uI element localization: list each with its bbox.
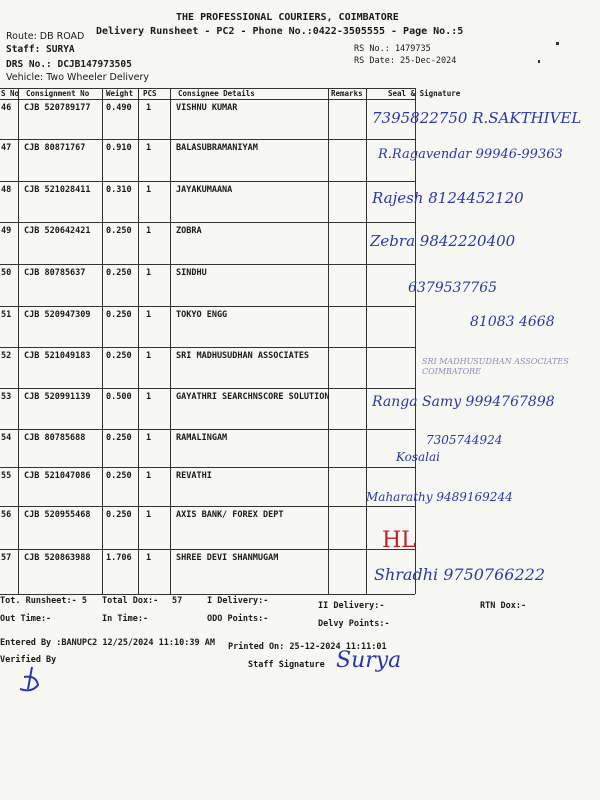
row-pcs: 1 <box>146 310 152 320</box>
row-consignment-no: CJB 80785688 <box>24 433 86 443</box>
row-seal-signature: Rajesh 8124452120 <box>372 189 524 207</box>
row-weight: 0.500 <box>106 392 132 402</box>
company-name: THE PROFESSIONAL COURIERS, COIMBATORE <box>176 12 399 23</box>
row-consignment-no: CJB 520991139 <box>24 392 91 402</box>
row-sno: 49 <box>1 226 12 236</box>
entered-by: Entered By :BANUPC2 12/25/2024 11:10:39 AM <box>0 638 215 648</box>
row-weight: 0.250 <box>106 510 132 520</box>
verified-by-label: Verified By <box>0 655 57 665</box>
staff-label: Staff: SURYA <box>6 44 75 55</box>
row-divider <box>0 306 415 307</box>
row-divider <box>0 222 415 223</box>
ii-delivery-label: II Delivery:- <box>318 601 385 611</box>
row-consignment-no: CJB 521049183 <box>24 351 91 361</box>
row-consignment-no: CJB 520955468 <box>24 510 91 520</box>
row-pcs: 1 <box>146 268 152 278</box>
col-header-seal: Seal & Signature <box>388 89 461 98</box>
row-consignee: RAMALINGAM <box>176 433 228 443</box>
row-divider <box>0 264 415 265</box>
row-sno: 47 <box>1 143 12 153</box>
row-sno: 55 <box>1 471 12 481</box>
rs-date: RS Date: 25-Dec-2024 <box>354 56 457 66</box>
col-header-consignment: Consignment No <box>26 89 90 98</box>
row-divider <box>0 467 415 468</box>
row-sno: 54 <box>1 433 12 443</box>
row-consignee: BALASUBRAMANIYAM <box>176 143 258 153</box>
row-seal-signature: 7305744924 <box>426 433 503 447</box>
row-consignee: SHREE DEVI SHANMUGAM <box>176 553 279 563</box>
row-consignee: REVATHI <box>176 471 212 481</box>
i-delivery-label: I Delivery:- <box>207 596 269 606</box>
row-divider <box>0 139 415 140</box>
row-weight: 0.910 <box>106 143 132 153</box>
row-sno: 52 <box>1 351 12 361</box>
row-consignee: TOKYO ENGG <box>176 310 228 320</box>
rtn-dox-label: RTN Dox:- <box>480 601 527 611</box>
row-sno: 53 <box>1 392 12 402</box>
row-weight: 0.250 <box>106 226 132 236</box>
row-consignment-no: CJB 520947309 <box>24 310 91 320</box>
row-sno: 51 <box>1 310 12 320</box>
row-consignment-no: CJB 520789177 <box>24 103 91 113</box>
row-consignment-no: CJB 520863988 <box>24 553 91 563</box>
row-pcs: 1 <box>146 471 152 481</box>
col-header-sno: S No <box>1 89 20 98</box>
row-consignment-no: CJB 521028411 <box>24 185 91 195</box>
row-consignment-no: CJB 80785637 <box>24 268 86 278</box>
drs-number: DRS No.: DCJB147973505 <box>6 59 132 70</box>
row-seal-signature: SRI MADHUSUDHAN ASSOCIATES COIMBATORE <box>422 357 569 376</box>
row-pcs: 1 <box>146 226 152 236</box>
out-time-label: Out Time:- <box>0 614 52 624</box>
row-consignment-no: CJB 80871767 <box>24 143 86 153</box>
row-sno: 46 <box>1 103 12 113</box>
dot-mark <box>556 42 559 45</box>
staff-signature-label: Staff Signature <box>248 660 325 670</box>
row-seal-signature: R.Ragavendar 99946-99363 <box>378 147 563 162</box>
runsheet-title: Delivery Runsheet - PC2 - Phone No.:0422-3505555 - Page No.:5 <box>96 26 464 37</box>
row-seal-signature: Zebra 9842220400 <box>370 232 516 250</box>
row-seal-signature: 6379537765 <box>408 280 498 296</box>
row-consignee: GAYATHRI SEARCHNSCORE SOLUTION <box>176 392 330 402</box>
row-consignee: SRI MADHUSUDHAN ASSOCIATES <box>176 351 310 361</box>
row-weight: 0.250 <box>106 471 132 481</box>
route-label: Route: DB ROAD <box>6 31 85 42</box>
handwritten-mark: HL <box>382 528 416 553</box>
row-consignment-no: CJB 520642421 <box>24 226 91 236</box>
row-consignee: ZOBRA <box>176 226 202 236</box>
row-weight: 0.490 <box>106 103 132 113</box>
row-weight: 1.706 <box>106 553 132 563</box>
total-dox-value: 57 <box>172 596 183 606</box>
row-divider <box>0 347 415 348</box>
printed-on: Printed On: 25-12-2024 11:11:01 <box>228 642 387 652</box>
row-seal-signature: Maharathy 9489169244 <box>366 490 513 504</box>
row-pcs: 1 <box>146 433 152 443</box>
row-consignment-no: CJB 521047086 <box>24 471 91 481</box>
col-header-pcs: PCS <box>143 89 157 98</box>
row-pcs: 1 <box>146 103 152 113</box>
row-pcs: 1 <box>146 510 152 520</box>
row-weight: 0.250 <box>106 433 132 443</box>
col-header-weight: Weight <box>106 89 134 98</box>
odo-points-label: ODO Points:- <box>207 614 269 624</box>
col-header-remarks: Remarks <box>331 89 363 98</box>
row-seal-signature: 7395822750 R.SAKTHIVEL <box>372 109 582 127</box>
row-sno: 50 <box>1 268 12 278</box>
row-consignee: AXIS BANK/ FOREX DEPT <box>176 510 284 520</box>
col-header-consignee: Consignee Details <box>178 89 255 98</box>
tot-runsheet: Tot. Runsheet:- 5 <box>0 596 87 606</box>
total-dox-label: Total Dox:- <box>102 596 159 606</box>
row-seal-signature: Ranga Samy 9994767898 <box>372 394 555 410</box>
row-pcs: 1 <box>146 185 152 195</box>
row-sno: 56 <box>1 510 12 520</box>
row-consignee: SINDHU <box>176 268 207 278</box>
row-divider <box>0 506 415 507</box>
row-consignee: VISHNU KUMAR <box>176 103 238 113</box>
row-divider <box>0 388 415 389</box>
delvy-points-label: Delvy Points:- <box>318 619 390 629</box>
row-weight: 0.250 <box>106 268 132 278</box>
row-seal-signature: 81083 4668 <box>470 314 555 330</box>
dot-mark <box>538 60 540 63</box>
row-sno: 57 <box>1 553 12 563</box>
row-weight: 0.250 <box>106 351 132 361</box>
row-divider <box>0 429 415 430</box>
row-divider <box>0 549 415 550</box>
row-seal-signature: Shradhi 9750766222 <box>374 565 545 584</box>
rs-number: RS No.: 1479735 <box>354 44 431 54</box>
row-pcs: 1 <box>146 392 152 402</box>
row-weight: 0.310 <box>106 185 132 195</box>
row-sno: 48 <box>1 185 12 195</box>
row-pcs: 1 <box>146 553 152 563</box>
in-time-label: In Time:- <box>102 614 149 624</box>
row-pcs: 1 <box>146 143 152 153</box>
staff-signature-hand: Surya <box>336 648 402 673</box>
vehicle-label: Vehicle: Two Wheeler Delivery <box>6 72 149 83</box>
row-consignee: JAYAKUMAANA <box>176 185 233 195</box>
row-pcs: 1 <box>146 351 152 361</box>
row-divider <box>0 181 415 182</box>
handwritten-note: Kosalai <box>396 450 441 464</box>
verifier-signature-icon <box>14 665 50 695</box>
row-weight: 0.250 <box>106 310 132 320</box>
